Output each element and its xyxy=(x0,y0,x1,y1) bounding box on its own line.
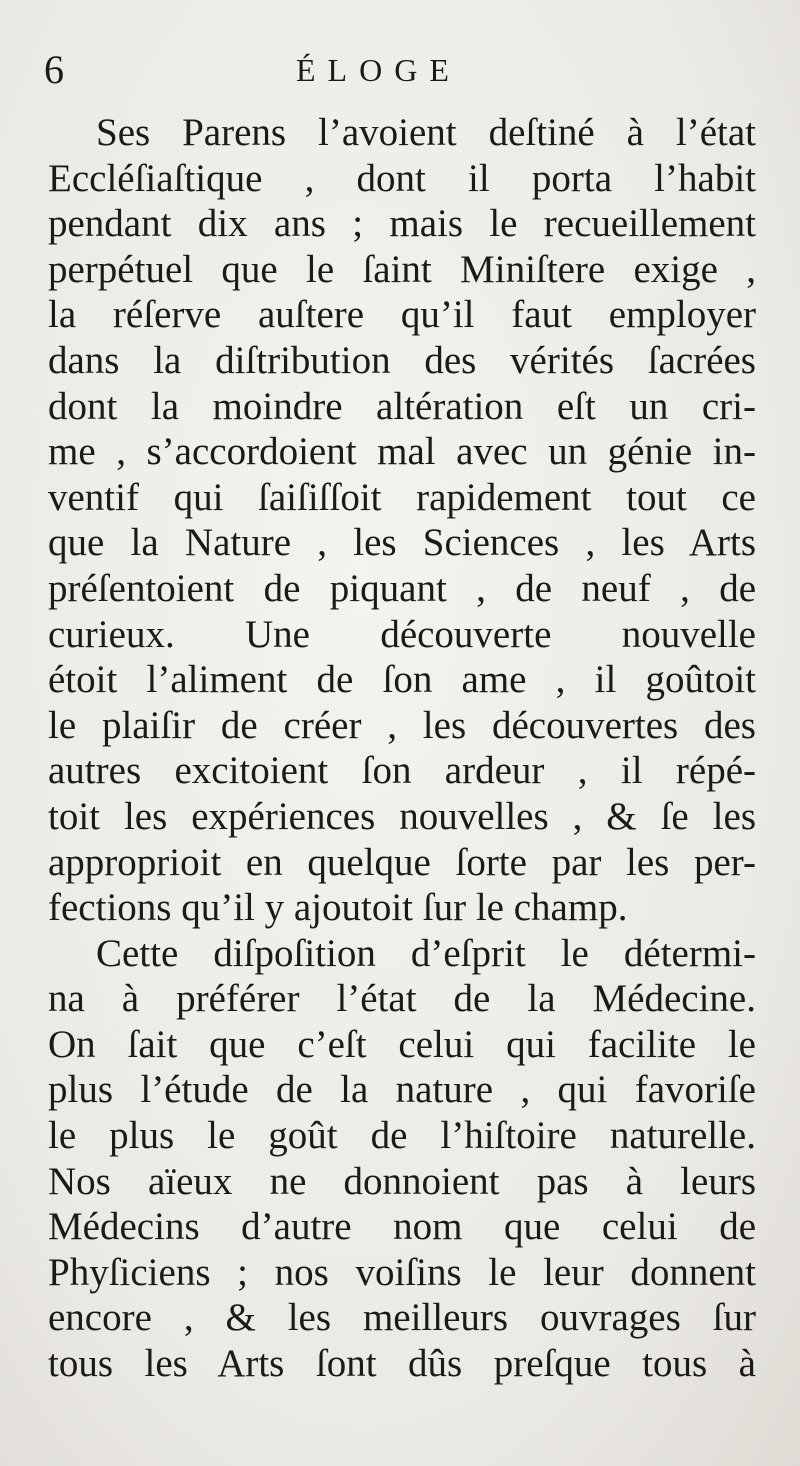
text-line: plus l’étude de la nature , qui favoriſe xyxy=(48,1068,756,1112)
text-line: Ses Parens l’avoient deſtiné à l’état xyxy=(96,111,756,154)
text-line: pendant dix ans ; mais le recueillement xyxy=(48,202,756,246)
text-line: dans la diſtribution des vérités ſacrées xyxy=(48,338,756,382)
text-line: préſentoient de piquant , de neuf , de xyxy=(48,566,756,610)
text-line: Cette diſpoſition d’eſprit le détermi- xyxy=(96,931,756,975)
text-line: On ſait que c’eſt celui qui facilite le xyxy=(48,1022,756,1066)
text-line: toit les expériences nouvelles , & ſe les xyxy=(48,794,756,838)
text-line: Nos aïeux ne donnoient pas à leurs xyxy=(48,1159,756,1203)
text-line: fections qu’il y ajoutoit ſur le champ. xyxy=(48,886,628,930)
running-title: ÉLOGE xyxy=(296,52,461,88)
text-line: tous les Arts ſont dûs preſque tous à xyxy=(48,1342,756,1386)
text-line: dont la moindre altération eſt un cri- xyxy=(48,384,756,428)
text-line: le plaiſir de créer , les découvertes des xyxy=(48,703,756,747)
text-line: perpétuel que le ſaint Miniſtere exige , xyxy=(48,247,756,291)
text-line: le plus le goût de l’hiſtoire naturelle. xyxy=(48,1114,756,1158)
text-line: ventif qui ſaiſiſſoit rapidement tout ce xyxy=(48,475,756,519)
text-line: que la Nature , les Sciences , les Arts xyxy=(48,521,756,565)
text-line: étoit l’aliment de ſon ame , il goûtoit xyxy=(48,658,756,702)
text-line: approprioit en quelque ſorte par les per- xyxy=(48,840,756,884)
text-line: me , s’accordoient mal avec un génie in- xyxy=(48,430,756,474)
body-text xyxy=(48,110,756,1387)
text-line: encore , & les meilleurs ouvrages ſur xyxy=(48,1296,756,1340)
text-line: autres excitoient ſon ardeur , il répé- xyxy=(48,749,756,793)
text-line: Eccléſiaſtique , dont il porta l’habit xyxy=(48,156,756,200)
text-line: curieux. Une découverte nouvelle xyxy=(48,612,756,656)
page-header xyxy=(0,42,800,98)
text-line: na à préférer l’état de la Médecine. xyxy=(48,977,756,1021)
text-line: la réſerve auſtere qu’il faut employer xyxy=(48,293,756,337)
page-number: 6 xyxy=(44,47,64,92)
text-line: Phyſiciens ; nos voiſins le leur donnent xyxy=(48,1250,756,1294)
text-line: Médecins d’autre nom que celui de xyxy=(48,1205,756,1249)
